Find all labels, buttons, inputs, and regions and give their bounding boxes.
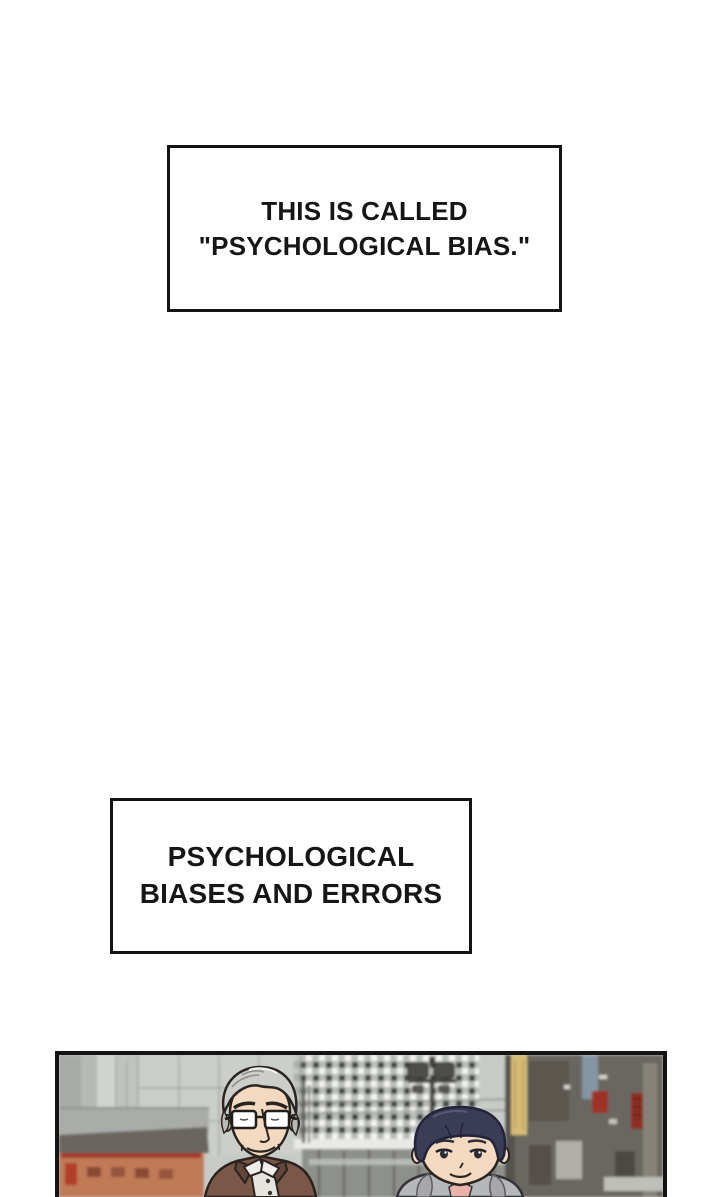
yellow-building <box>511 1055 527 1135</box>
young-man-eye-left <box>440 1150 448 1159</box>
brick-building <box>59 1127 209 1197</box>
eye-highlight-left <box>444 1151 446 1153</box>
eye-highlight-right <box>478 1151 480 1153</box>
caption-top-line-2: "PSYCHOLOGICAL BIAS." <box>198 230 531 261</box>
young-man-eye-right <box>474 1150 482 1159</box>
caption-box-top <box>167 145 562 312</box>
caption-top-line-1: THIS IS CALLED <box>261 195 468 226</box>
city-background <box>59 1055 663 1197</box>
street-scene-illustration <box>59 1055 663 1197</box>
right-buildings <box>505 1055 663 1197</box>
comic-panel <box>55 1051 667 1197</box>
shirt-button-2 <box>268 1191 272 1195</box>
caption-middle-line-2: BIASES AND ERRORS <box>139 878 443 909</box>
caption-middle-line-1: PSYCHOLOGICAL <box>167 841 415 873</box>
caption-box-middle <box>110 798 472 954</box>
shirt-button-1 <box>266 1179 270 1183</box>
